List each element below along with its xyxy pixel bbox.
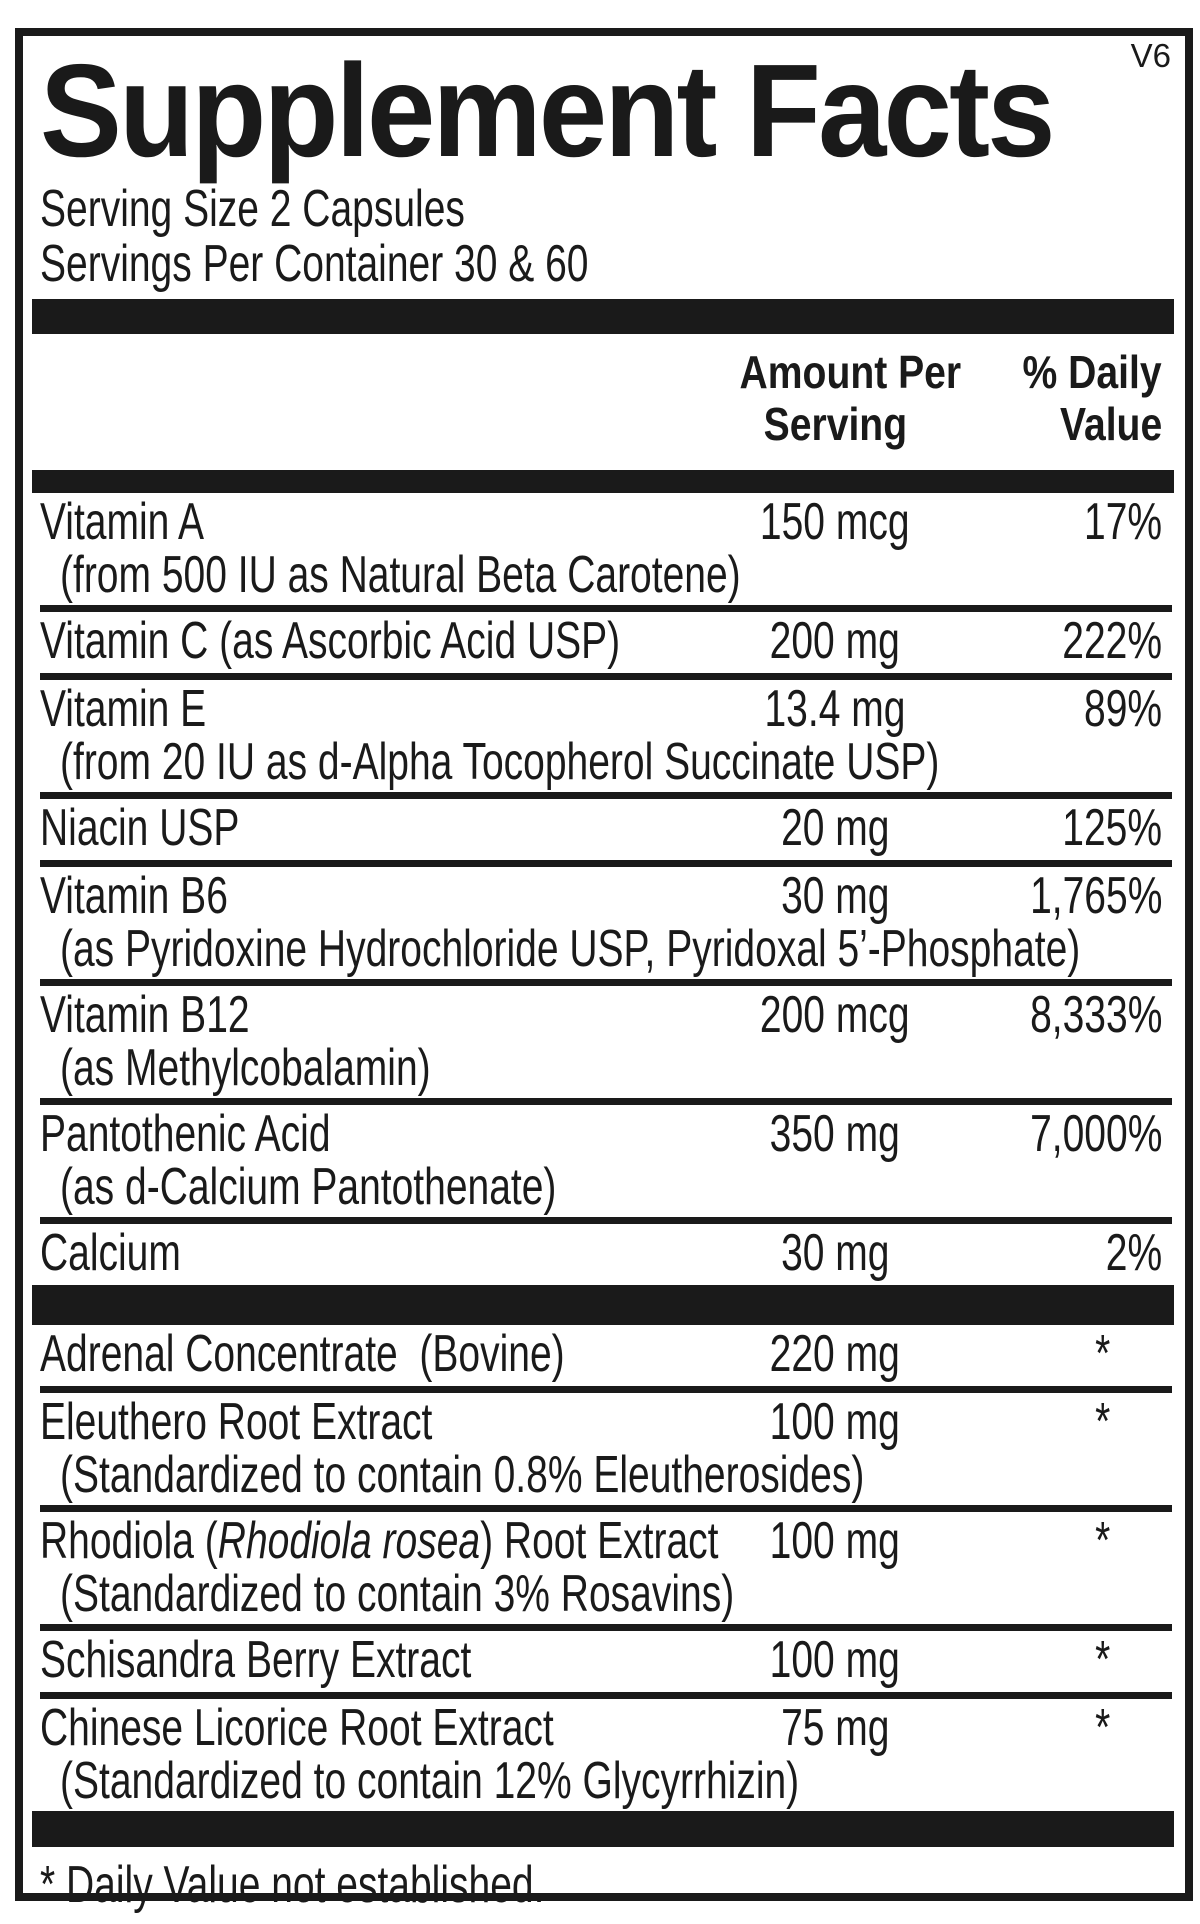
- panel-title: Supplement Facts: [40, 37, 1053, 184]
- table-row: [40, 979, 1172, 1098]
- dv-header-line1: % Daily: [1022, 346, 1162, 398]
- amount-header-line2: Serving: [763, 398, 907, 450]
- dv-header-line2: Value: [1059, 398, 1162, 450]
- amount-header-line1: Amount Per: [739, 346, 962, 398]
- footnote-row: [40, 1847, 1172, 1913]
- table-row: [40, 673, 1172, 792]
- ingredient-subtext: (as Pyridoxine Hydrochloride USP, Pyridoxal 5’-Phosphate): [60, 920, 1081, 978]
- daily-value: 1,765%: [1029, 867, 1162, 925]
- amount-value: 30 mg: [780, 867, 890, 925]
- ingredient-name: Vitamin E: [40, 680, 207, 738]
- amount-value: 350 mg: [769, 1105, 901, 1163]
- ingredient-name: Chinese Licorice Root Extract: [40, 1699, 554, 1757]
- table-row: [40, 1217, 1172, 1285]
- amount-per-serving-header: [720, 346, 962, 450]
- daily-value: 7,000%: [1029, 1105, 1162, 1163]
- ingredient-name: Niacin USP: [40, 799, 240, 857]
- ingredient-name: Vitamin C (as Ascorbic Acid USP): [40, 612, 621, 670]
- thick-divider-bar-top: [32, 299, 1174, 334]
- ingredient-subtext: (Standardized to contain 3% Rosavins): [60, 1565, 735, 1623]
- ingredient-name: Adrenal Concentrate (Bovine): [40, 1325, 565, 1383]
- table-row: [40, 1624, 1172, 1692]
- amount-value: 20 mg: [780, 799, 890, 857]
- table-row: [40, 1325, 1172, 1386]
- table-row-main-line: [40, 801, 1172, 856]
- ingredient-subtext: (from 500 IU as Natural Beta Carotene): [60, 546, 741, 604]
- daily-value: 2%: [1105, 1224, 1162, 1282]
- thick-divider-bar-bottom: [32, 1811, 1174, 1847]
- table-row-main-line: [40, 1395, 1172, 1450]
- table-row: [40, 493, 1172, 605]
- ingredient-subtext: (as d-Calcium Pantothenate): [60, 1158, 557, 1216]
- table-row: [40, 605, 1172, 673]
- supplement-facts-panel: [15, 28, 1193, 1914]
- daily-value: 8,333%: [1029, 986, 1162, 1044]
- amount-value: 220 mg: [769, 1325, 901, 1383]
- amount-value: 200 mg: [769, 612, 901, 670]
- daily-value: *: [1094, 1699, 1110, 1757]
- amount-value: 13.4 mg: [764, 680, 906, 738]
- ingredient-name: Eleuthero Root Extract: [40, 1393, 433, 1451]
- footnote-text: * Daily Value not established.: [40, 1856, 545, 1914]
- panel-content: [23, 37, 1185, 1914]
- daily-value: *: [1094, 1325, 1110, 1383]
- vitamins-table: [40, 493, 1172, 1285]
- version-tag-text: V6: [1130, 37, 1171, 74]
- daily-value: 125%: [1062, 799, 1162, 857]
- amount-value: 30 mg: [780, 1224, 890, 1282]
- daily-value: *: [1094, 1393, 1110, 1451]
- amount-value: 100 mg: [769, 1631, 901, 1689]
- table-row-main-line: [40, 869, 1172, 924]
- ingredient-name: Calcium: [40, 1224, 181, 1282]
- table-row-main-line: [40, 614, 1172, 669]
- ingredient-name: Pantothenic Acid: [40, 1105, 331, 1163]
- amount-value: 75 mg: [780, 1699, 890, 1757]
- serving-size-text: Serving Size 2 Capsules: [40, 180, 465, 238]
- daily-value: *: [1094, 1512, 1110, 1570]
- version-tag: [1131, 38, 1171, 74]
- amount-value: 150 mcg: [760, 493, 910, 551]
- daily-value: *: [1094, 1631, 1110, 1689]
- table-row-main-line: [40, 1701, 1172, 1756]
- daily-value: 17%: [1083, 493, 1162, 551]
- table-row: [40, 860, 1172, 979]
- daily-value: 89%: [1083, 680, 1162, 738]
- table-row: [40, 1692, 1172, 1811]
- table-row-main-line: [40, 1327, 1172, 1382]
- title-row: [40, 37, 1172, 184]
- servings-per-container-line: [40, 237, 1172, 292]
- daily-value: 222%: [1062, 612, 1162, 670]
- table-row: [40, 1386, 1172, 1505]
- column-headers: [40, 334, 1172, 470]
- botanicals-table: [40, 1325, 1172, 1811]
- thick-divider-bar-middle: [32, 1285, 1174, 1325]
- table-row: [40, 1505, 1172, 1624]
- amount-value: 100 mg: [769, 1512, 901, 1570]
- table-row-main-line: [40, 1514, 1172, 1569]
- table-row: [40, 792, 1172, 860]
- serving-size-line: [40, 182, 1172, 237]
- ingredient-name: Vitamin B6: [40, 867, 228, 925]
- servings-per-container-text: Servings Per Container 30 & 60: [40, 235, 589, 293]
- ingredient-subtext: (Standardized to contain 0.8% Eleutherosides): [60, 1446, 865, 1504]
- table-row-main-line: [40, 988, 1172, 1043]
- table-row-main-line: [40, 1107, 1172, 1162]
- ingredient-name: Vitamin B12: [40, 986, 250, 1044]
- ingredient-subtext: (as Methylcobalamin): [60, 1039, 431, 1097]
- amount-value: 200 mcg: [760, 986, 910, 1044]
- table-row-main-line: [40, 1633, 1172, 1688]
- percent-daily-value-header: [950, 346, 1172, 450]
- ingredient-subtext: (from 20 IU as d-Alpha Tocopherol Succinate USP): [60, 733, 940, 791]
- amount-value: 100 mg: [769, 1393, 901, 1451]
- table-row: [40, 1098, 1172, 1217]
- table-row-main-line: [40, 495, 1172, 550]
- header-divider-bar: [32, 470, 1174, 493]
- ingredient-name: Schisandra Berry Extract: [40, 1631, 472, 1689]
- table-row-main-line: [40, 1226, 1172, 1281]
- ingredient-name: Vitamin A: [40, 493, 205, 551]
- ingredient-name: Rhodiola (Rhodiola rosea) Root Extract: [40, 1512, 719, 1570]
- ingredient-subtext: (Standardized to contain 12% Glycyrrhizin): [60, 1752, 800, 1810]
- table-row-main-line: [40, 682, 1172, 737]
